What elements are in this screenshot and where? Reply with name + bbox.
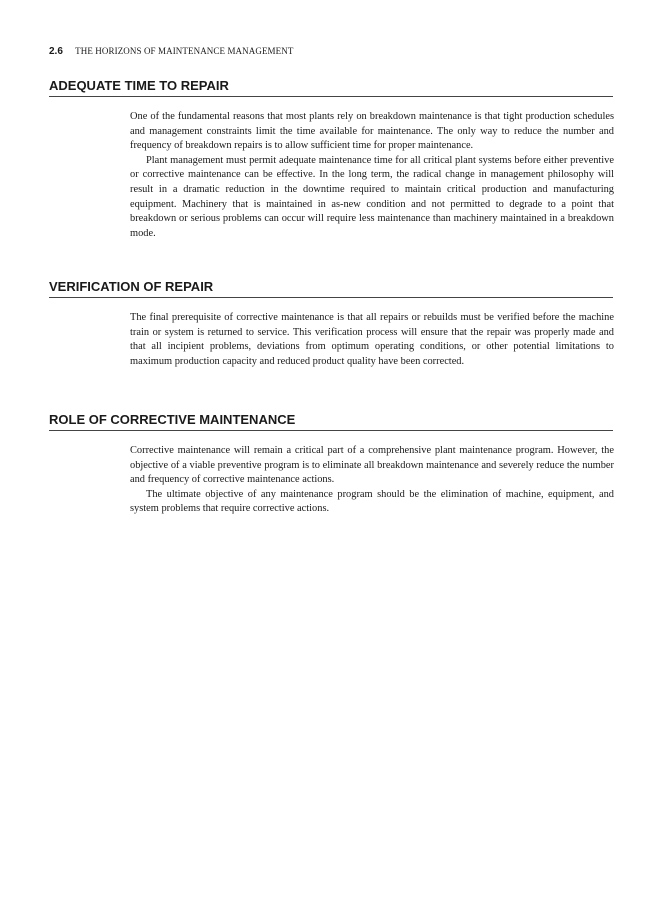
paragraph: One of the fundamental reasons that most plants rely on breakdown maintenance is that tight production schedules and management constraints limit the time available for maintenance. The only way to reduce the number and frequency of breakdown repairs is to allow sufficient time for proper maintenance. (130, 111, 614, 152)
running-head (49, 46, 293, 57)
section-heading-verification: VERIFICATION OF REPAIR (49, 279, 613, 298)
section-body-role-corrective (130, 444, 614, 517)
paragraph: Corrective maintenance will remain a critical part of a comprehensive plant maintenance program. However, the objective of a viable preventive program is to eliminate all breakdown maintenance and severely reduce the number and frequency of corrective maintenance actions. (130, 445, 614, 486)
section-heading-role-corrective: ROLE OF CORRECTIVE MAINTENANCE (49, 412, 613, 431)
section-body-verification (130, 311, 614, 369)
paragraph: Plant management must permit adequate maintenance time for all critical plant systems before either preventive or corrective maintenance can be effective. In the long term, the radical change in management philosophy will result in a dramatic reduction in the downtime required to maintain critical production and manufacturing equipment. Machinery that is maintained in as-new condition and not permitted to degrade to a point that breakdown or serious problems can occur will require less maintenance than machinery maintained in a breakdown mode. (130, 154, 614, 239)
page-number: 2.6 (49, 46, 63, 57)
section-heading-adequate-time: ADEQUATE TIME TO REPAIR (49, 78, 613, 97)
paragraph: The final prerequisite of corrective maintenance is that all repairs or rebuilds must be verified before the machine train or system is returned to service. This verification process will ensure that the repair was properly made and that all incipient problems, deviations from optimum operating conditions, or other potential limitations to maximum production capacity and reduced product quality have been corrected. (130, 312, 614, 367)
paragraph: The ultimate objective of any maintenance program should be the elimination of machine, equipment, and system problems that require corrective actions. (130, 488, 614, 515)
section-body-adequate-time (130, 110, 614, 241)
book-title: THE HORIZONS OF MAINTENANCE MANAGEMENT (75, 46, 294, 56)
